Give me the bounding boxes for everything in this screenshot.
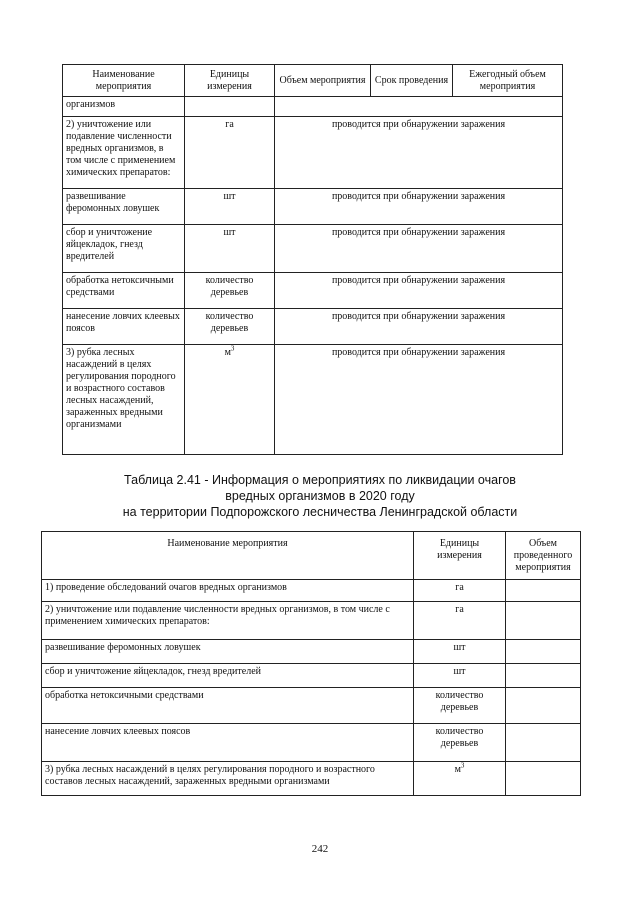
volume-cell	[506, 602, 581, 640]
activities-table-2020	[41, 531, 581, 796]
page-number: 242	[311, 843, 329, 855]
table-row	[63, 97, 563, 117]
activity-name-cell: 2) уничтожение или подавление численности вредных организмов, в том числе с применением химических препаратов:	[42, 602, 414, 640]
activity-name-cell: 3) рубка лесных насаждений в целях регулирования породного и возрастного составов лесных насаждений, зараженных вредными организмами	[42, 762, 414, 796]
caption-line: Таблица 2.41 - Информация о мероприятиях по ликвидации очагов	[124, 473, 516, 487]
table-row	[63, 309, 563, 345]
unit-cell: шт	[185, 189, 275, 225]
volume-cell	[506, 688, 581, 724]
table-row	[63, 273, 563, 309]
activity-name-cell: нанесение ловчих клеевых поясов	[42, 724, 414, 762]
note-cell: проводится при обнаружении заражения	[275, 309, 563, 345]
note-cell: проводится при обнаружении заражения	[275, 273, 563, 309]
table-row	[42, 580, 581, 602]
activity-name-cell: 1) проведение обследований очагов вредных организмов	[42, 580, 414, 602]
activity-name-cell: нанесение ловчих клеевых поясов	[63, 309, 185, 345]
note-cell	[275, 97, 563, 117]
unit-cell: $м^3$	[414, 762, 506, 796]
volume-cell	[506, 762, 581, 796]
volume-cell	[506, 724, 581, 762]
activities-table-continued	[62, 64, 563, 455]
header-cell: Ежегодный объем мероприятия	[453, 65, 563, 97]
unit-cell: количество деревьев	[185, 273, 275, 309]
unit-cell: шт	[414, 664, 506, 688]
volume-cell	[506, 664, 581, 688]
table-row	[42, 664, 581, 688]
unit-cell: количество деревьев	[185, 309, 275, 345]
activity-name-cell: организмов	[63, 97, 185, 117]
header-cell: Объем мероприятия	[275, 65, 371, 97]
caption-line: на территории Подпорожского лесничества Ленинградской области	[122, 505, 518, 519]
unit-cell: количество деревьев	[414, 724, 506, 762]
header-cell: Объем проведенного мероприятия	[506, 532, 581, 580]
note-cell: проводится при обнаружении заражения	[275, 225, 563, 273]
activity-name-cell: развешивание феромонных ловушек	[42, 640, 414, 664]
table-row	[42, 762, 581, 796]
unit-cell: $м^3$	[185, 345, 275, 455]
unit-cell: шт	[185, 225, 275, 273]
table-row	[42, 602, 581, 640]
table-row	[42, 688, 581, 724]
header-cell: Срок проведения	[371, 65, 453, 97]
note-cell: проводится при обнаружении заражения	[275, 189, 563, 225]
superscript: 3	[460, 761, 465, 770]
table-row	[63, 189, 563, 225]
table-row	[42, 724, 581, 762]
caption-line: вредных организмов в 2020 году	[225, 489, 415, 503]
unit-cell: га	[414, 580, 506, 602]
unit-cell: количество деревьев	[414, 688, 506, 724]
unit-cell: га	[185, 117, 275, 189]
table-row	[63, 345, 563, 455]
header-cell: Единицы измерения	[414, 532, 506, 580]
note-cell: проводится при обнаружении заражения	[275, 345, 563, 455]
activity-name-cell: обработка нетоксичными средствами	[63, 273, 185, 309]
table-row	[42, 640, 581, 664]
table-row	[63, 117, 563, 189]
superscript: 3	[230, 344, 235, 353]
table-caption	[60, 472, 580, 520]
activity-name-cell: сбор и уничтожение яйцекладок, гнезд вредителей	[63, 225, 185, 273]
volume-cell	[506, 580, 581, 602]
header-cell: Наименование мероприятия	[42, 532, 414, 580]
activity-name-cell: 3) рубка лесных насаждений в целях регулирования породного и возрастного составов лесных насаждений, зараженных вредными организмами	[63, 345, 185, 455]
unit-cell	[185, 97, 275, 117]
table-row	[63, 225, 563, 273]
activity-name-cell: сбор и уничтожение яйцекладок, гнезд вредителей	[42, 664, 414, 688]
volume-cell	[506, 640, 581, 664]
header-cell: Единицы измерения	[185, 65, 275, 97]
header-cell: Наименование мероприятия	[63, 65, 185, 97]
unit-cell: га	[414, 602, 506, 640]
activity-name-cell: 2) уничтожение или подавление численности вредных организмов, в том числе с применением химических препаратов:	[63, 117, 185, 189]
note-cell: проводится при обнаружении заражения	[275, 117, 563, 189]
unit-cell: шт	[414, 640, 506, 664]
activity-name-cell: обработка нетоксичными средствами	[42, 688, 414, 724]
activity-name-cell: развешивание феромонных ловушек	[63, 189, 185, 225]
